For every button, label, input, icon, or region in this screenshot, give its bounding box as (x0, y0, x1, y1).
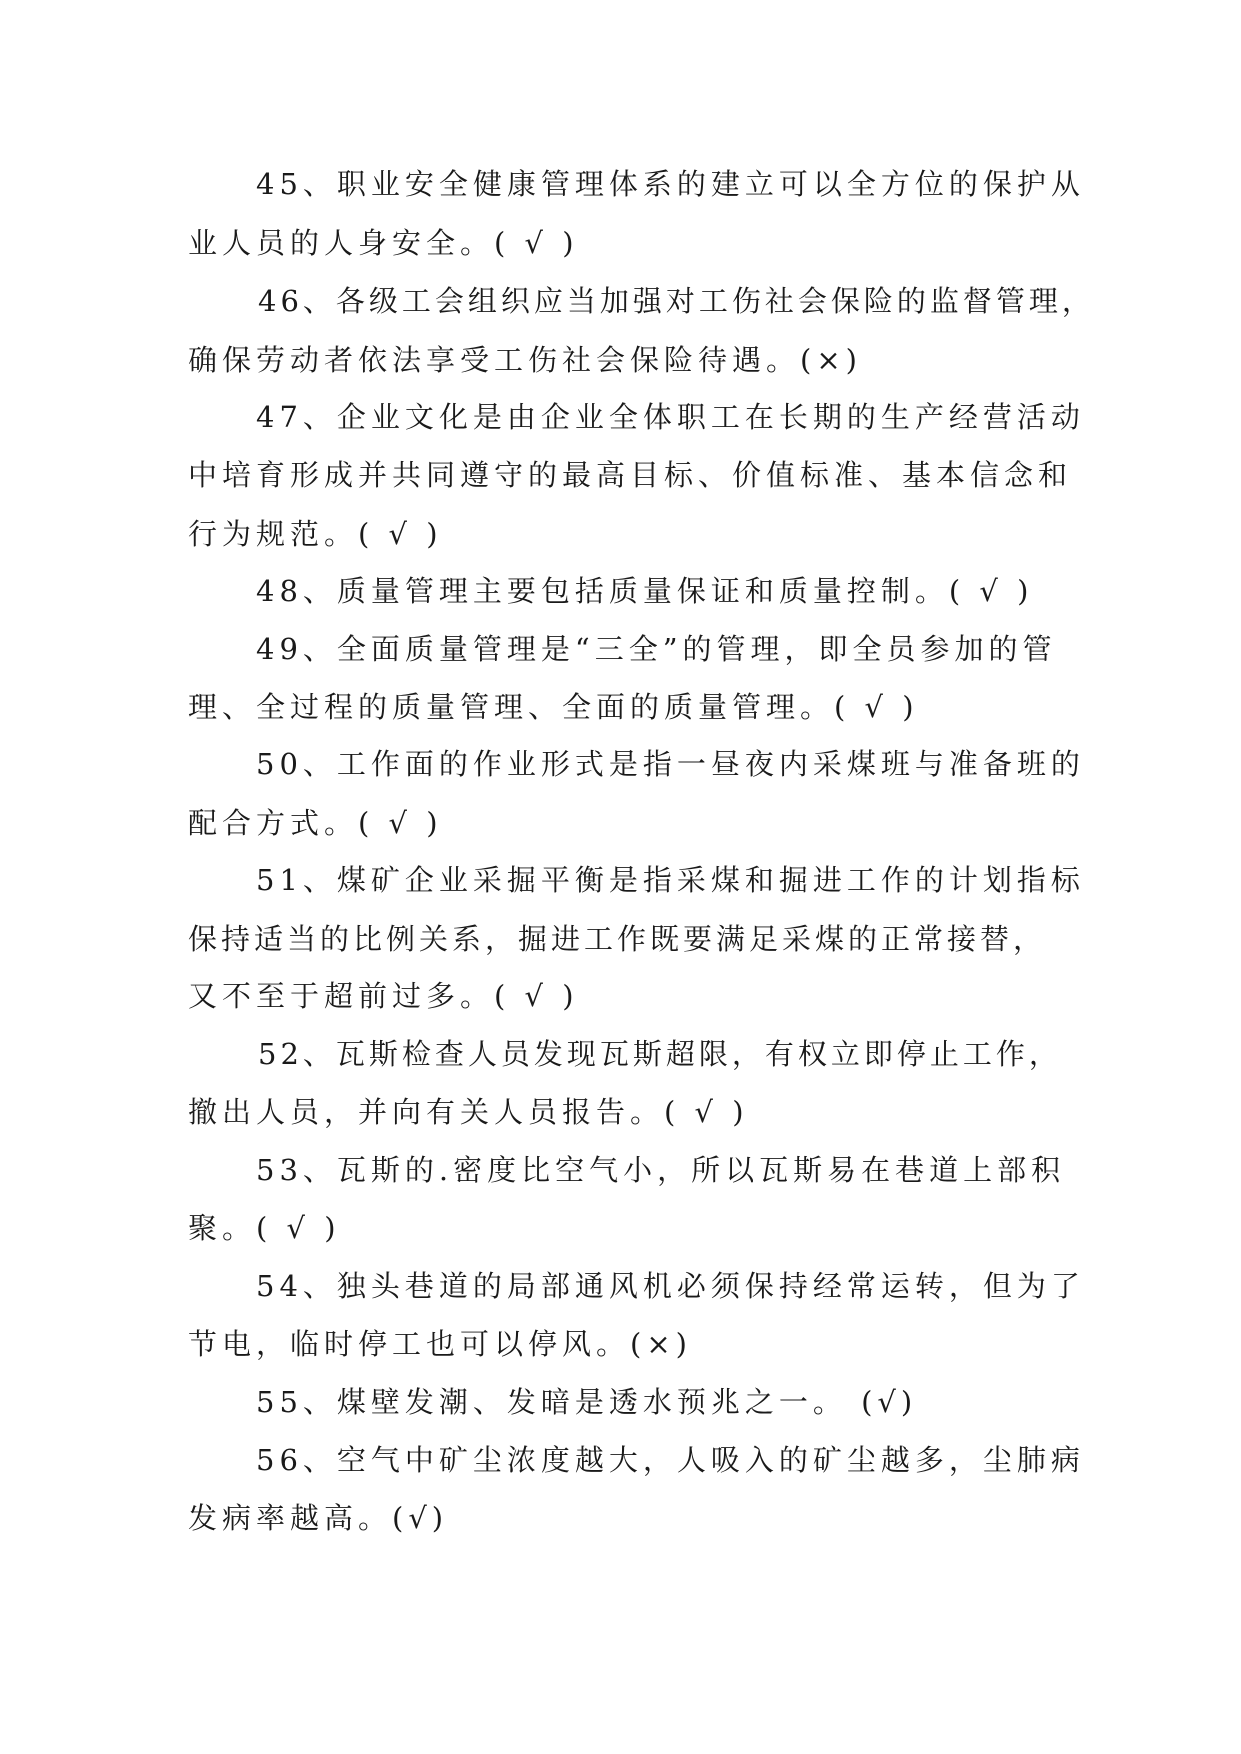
item-46-line-2: 确保劳动者依法享受工伤社会保险待遇。(×) (188, 343, 862, 377)
item-51-line-1: 51、煤矿企业采掘平衡是指采煤和掘进工作的计划指标 (256, 863, 1085, 897)
item-48-line-1: 48、质量管理主要包括质量保证和质量控制。( √ ) (256, 574, 1034, 608)
item-55-line-1: 55、煤壁发潮、发暗是透水预兆之一。 (√) (256, 1385, 918, 1419)
item-56-line-1: 56、空气中矿尘浓度越大，人吸入的矿尘越多，尘肺病 (256, 1443, 1085, 1477)
item-54-line-2: 节电，临时停工也可以停风。(×) (188, 1327, 692, 1361)
item-53-line-2: 聚。( √ ) (188, 1211, 341, 1245)
item-52-line-1: 52、瓦斯检查人员发现瓦斯超限，有权立即停止工作， (258, 1037, 1062, 1071)
item-45-line-2: 业人员的人身安全。( √ ) (188, 226, 579, 260)
item-53-line-1: 53、瓦斯的.密度比空气小，所以瓦斯易在巷道上部积 (256, 1153, 1066, 1187)
item-47-line-1: 47、企业文化是由企业全体职工在长期的生产经营活动 (256, 400, 1085, 434)
item-45-line-1: 45、职业安全健康管理体系的建立可以全方位的保护从 (256, 167, 1085, 201)
item-56-line-2: 发病率越高。(√) (188, 1501, 449, 1535)
item-50-line-1: 50、工作面的作业形式是指一昼夜内采煤班与准备班的 (256, 747, 1085, 781)
item-47-line-2: 中培育形成并共同遵守的最高目标、价值标准、基本信念和 (188, 458, 1073, 492)
item-51-line-3: 又不至于超前过多。( √ ) (188, 979, 579, 1013)
item-49-line-2: 理、全过程的质量管理、全面的质量管理。( √ ) (188, 690, 919, 724)
item-51-line-2: 保持适当的比例关系，掘进工作既要满足采煤的正常接替， (188, 922, 1047, 956)
item-47-line-3: 行为规范。( √ ) (188, 517, 443, 551)
item-49-line-1: 49、全面质量管理是“三全”的管理，即全员参加的管 (256, 632, 1057, 666)
item-52-line-2: 撤出人员，并向有关人员报告。( √ ) (188, 1095, 749, 1129)
item-50-line-2: 配合方式。( √ ) (188, 806, 443, 840)
item-54-line-1: 54、独头巷道的局部通风机必须保持经常运转，但为了 (256, 1269, 1085, 1303)
item-46-line-1: 46、各级工会组织应当加强对工伤社会保险的监督管理， (258, 284, 1095, 318)
